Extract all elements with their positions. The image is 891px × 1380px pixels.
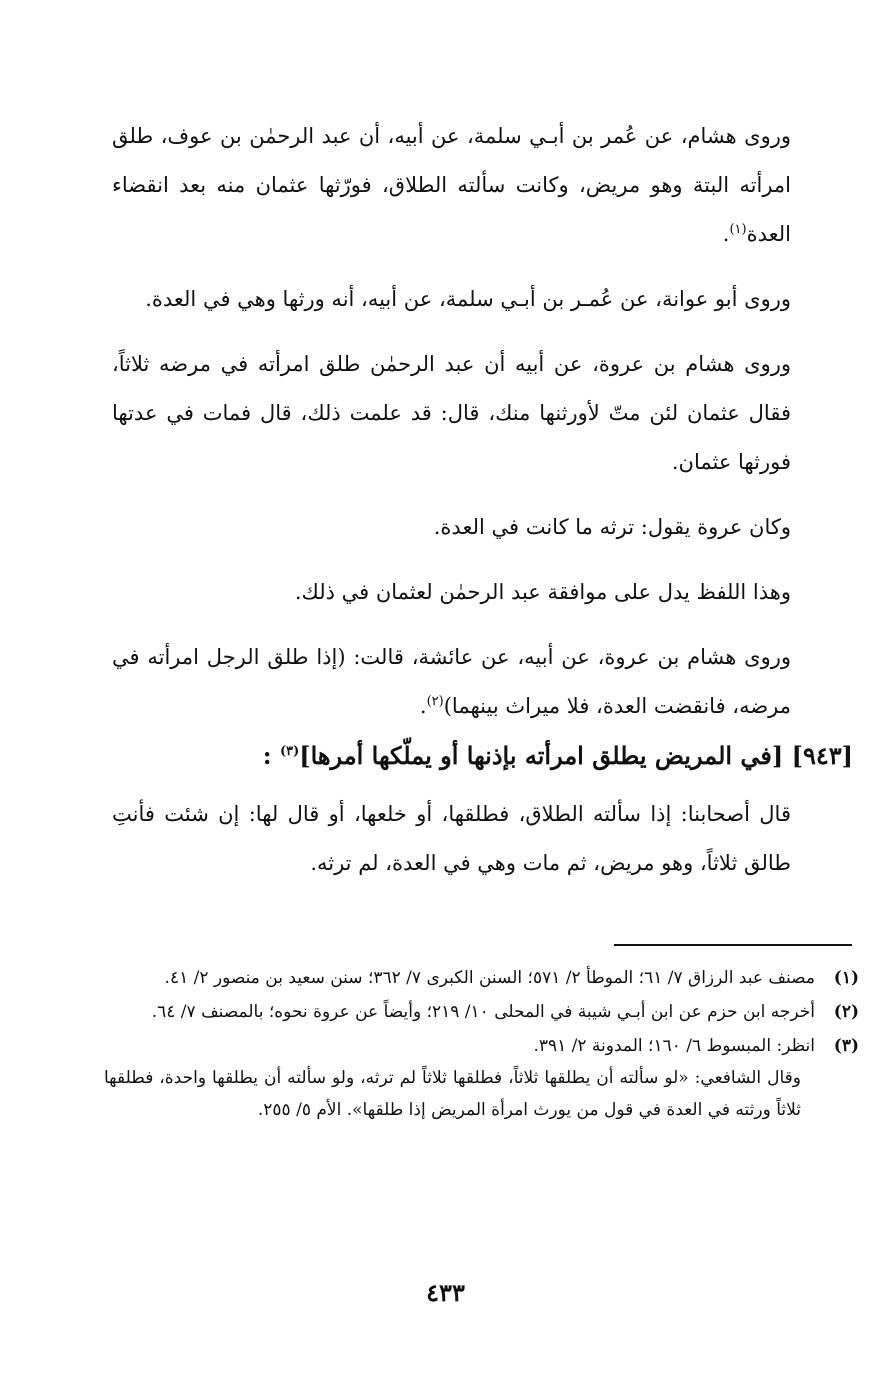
footnote-number: (١) <box>833 968 859 988</box>
paragraph <box>112 275 813 324</box>
page-number: ٤٣٣ <box>426 1278 465 1307</box>
paragraph-text: وروى هشام بن عروة، عن أبيه أن عبد الرحمٰن طلق امرأته في مرضه ثلاثاً، فقال عثمان لئن متّ لأورثنها منك، قال: قد علمت ذلك، قال فمات في عدتها فورثها عثمان. <box>112 352 791 474</box>
footnotes <box>104 962 859 1128</box>
footnote-body <box>104 962 815 994</box>
heading-text: [٩٤٣] [في المريض يطلق امرأته بإذنها أو يملّكها أمرها] <box>299 741 853 770</box>
paragraph-text: وروى هشام، عن عُمر بن أبـي سلمة، عن أبيه، أن عبد الرحمٰن بن عوف، طلق امرأته البتة وهو مريض، وكانت سألته الطلاق، فورّثها عثمان منه بعد انقضاء العدة <box>112 124 791 246</box>
section-body <box>112 790 813 888</box>
paragraph-text: وروى أبو عوانة، عن عُمـر بن أبـي سلمة، عن أبيه، أنه ورثها وهي في العدة. <box>145 287 791 311</box>
footnote <box>104 962 859 994</box>
paragraph <box>112 503 813 552</box>
footnote-text: وقال الشافعي: «لو سألته أن يطلقها ثلاثاً، فطلقها ثلاثاً لم ترثه، ولو سألته أن يطلقها واحدة، فطلقها ثلاثاً ورثته في العدة في قول من يورث امرأة المريض إذا طلقها». الأم ٥/ ٢٥٥. <box>104 1068 801 1120</box>
footnote-text: مصنف عبد الرزاق ٧/ ٦١؛ الموطأ ٢/ ٥٧١؛ السنن الكبرى ٧/ ٣٦٢؛ سنن سعيد بن منصور ٢/ ٤١. <box>164 968 815 988</box>
paragraph-text: قال أصحابنا: إذا سألته الطلاق، فطلقها، أو خلعها، أو قال لها: إن شئت فأنتِ طالق ثلاثاً، وهو مريض، ثم مات وهي في العدة، لم ترثه. <box>112 802 791 875</box>
heading-tail: : <box>262 741 272 770</box>
paragraph-tail: . <box>722 222 730 246</box>
paragraph <box>112 568 813 617</box>
paragraph-text: وروى هشام بن عروة، عن أبيه، عن عائشة، قالت: (إذا طلق الرجل امرأته في مرضه، فانقضت العدة، فلا ميراث بينهما) <box>112 645 791 718</box>
paragraph <box>112 633 813 731</box>
paragraph <box>112 112 813 259</box>
section-heading <box>112 734 853 778</box>
footnote-divider <box>614 944 852 946</box>
footnote-ref: (١) <box>729 222 747 237</box>
footnote-number: (٢) <box>833 1002 859 1022</box>
paragraph <box>112 340 813 487</box>
paragraph-tail: . <box>419 694 427 718</box>
paragraph-text: وكان عروة يقول: ترثه ما كانت في العدة. <box>433 515 791 539</box>
footnote-body <box>104 1030 815 1126</box>
footnote-body <box>104 996 815 1028</box>
footnote-text: أخرجه ابن حزم عن ابن أبـي شيبة في المحلى ١٠/ ٢١٩؛ وأيضاً عن عروة نحوه؛ بالمصنف ٧/ ٦٤. <box>151 1002 815 1022</box>
footnote <box>104 1030 859 1126</box>
footnote-ref: (٣) <box>279 744 300 759</box>
paragraph-text: وهذا اللفظ يدل على موافقة عبد الرحمٰن لعثمان في ذلك. <box>294 580 791 604</box>
footnote-number: (٣) <box>833 1036 859 1056</box>
footnote-text: انظر: المبسوط ٦/ ١٦٠؛ المدونة ٢/ ٣٩١. <box>533 1036 815 1056</box>
footnote <box>104 996 859 1028</box>
footnote-ref: (٢) <box>426 694 444 709</box>
main-text <box>112 112 813 747</box>
